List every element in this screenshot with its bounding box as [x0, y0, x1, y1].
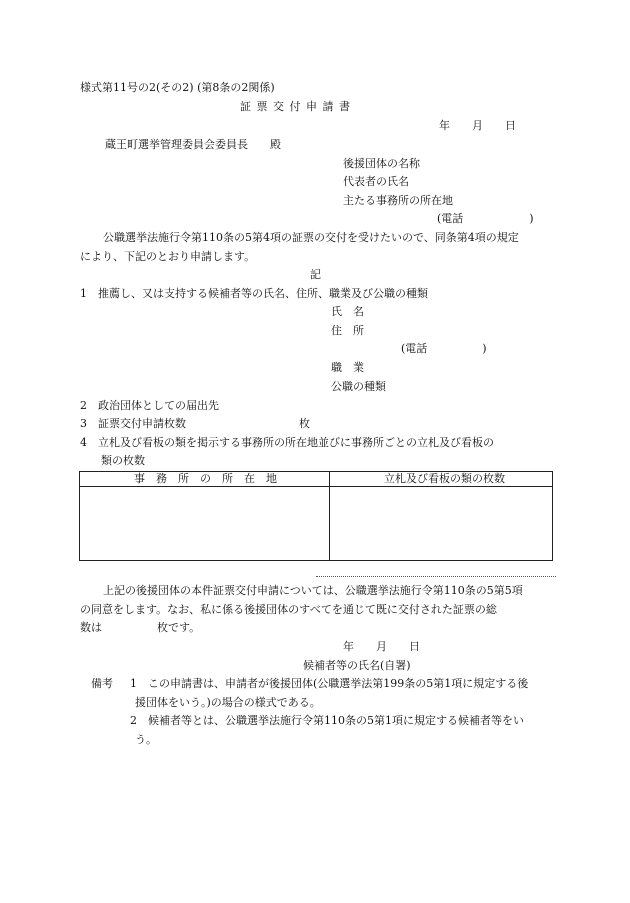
request-text-line2: により、下記のとおり申請します。 — [80, 250, 256, 263]
note-1-line1: この申請書は、申請者が後援団体(公職選挙法第199条の5第1項に規定する後 — [148, 677, 529, 690]
rep-name-label: 代表者の氏名 — [343, 175, 409, 188]
ki-heading: 記 — [310, 268, 321, 281]
note-1-line2: 援団体をいう。)の場合の様式である。 — [135, 696, 321, 709]
item-3-unit: 枚 — [299, 417, 310, 430]
note-1-number: 1 — [130, 677, 137, 690]
item-2: 2 政治団体としての届出先 — [80, 399, 219, 412]
note-2-number: 2 — [130, 714, 137, 727]
table-header-sign-count: 立札及び看板の類の枚数 — [384, 472, 505, 485]
application-date: 年 月 日 — [439, 119, 516, 132]
addressee: 蔵王町選挙管理委員会委員長 殿 — [105, 138, 281, 151]
candidate-occupation-label: 職 業 — [331, 361, 364, 374]
office-address-label: 主たる事務所の所在地 — [343, 194, 453, 207]
item-4-line2: 類の枚数 — [101, 454, 145, 467]
notes-label: 備考 — [91, 677, 113, 690]
form-number: 様式第11号の2(その2) (第8条の2関係) — [80, 81, 275, 94]
candidate-signature-label: 候補者等の氏名(自署) — [303, 659, 411, 672]
note-2-line2: う。 — [135, 733, 157, 746]
consent-line2: の同意をします。なお、私に係る後援団体のすべてを通じて既に交付された証票の総 — [80, 603, 497, 616]
candidate-name-label: 氏 名 — [331, 305, 364, 318]
item-1: 1 推薦し、又は支持する候補者等の氏名、住所、職業及び公職の種類 — [80, 287, 428, 300]
cut-line — [316, 576, 556, 577]
candidate-office-type-label: 公職の種類 — [331, 380, 386, 393]
consent-line3: 数は 枚です。 — [80, 621, 201, 634]
request-text-line1: 公職選挙法施行令第110条の5第4項の証票の交付を受けたいので、同条第4項の規定 — [103, 231, 519, 244]
candidate-address-label: 住 所 — [331, 324, 364, 337]
consent-line1: 上記の後援団体の本件証票交付申請については、公職選挙法施行令第110条の5第5項 — [103, 584, 523, 597]
table-header-office-address: 事 務 所 の 所 在 地 — [134, 472, 277, 485]
document-title: 証 票 交 付 申 請 書 — [240, 100, 351, 113]
item-4-line1: 4 立札及び看板の類を掲示する事務所の所在地並びに事務所ごとの立札及び看板の — [80, 436, 494, 449]
office-sign-table — [79, 471, 553, 561]
note-2-line1: 候補者等とは、公職選挙法施行令第110条の5第1項に規定する候補者等をい — [148, 714, 524, 727]
item-3: 3 証票交付申請枚数 — [80, 417, 186, 430]
consent-date: 年 月 日 — [343, 640, 420, 653]
candidate-phone: (電話 ) — [401, 342, 487, 355]
applicant-phone: (電話 ) — [437, 212, 534, 225]
table-header-divider — [80, 486, 552, 487]
org-name-label: 後援団体の名称 — [343, 157, 420, 170]
